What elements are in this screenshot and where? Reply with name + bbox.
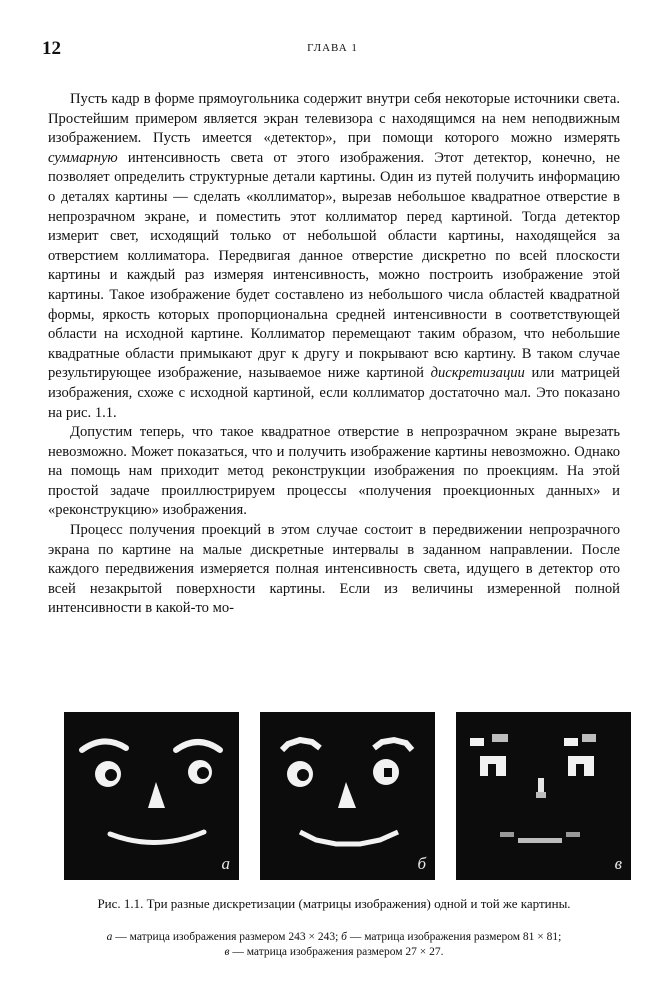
paragraph-1-part-c: или матрицей изображения, схоже с исходной картиной, если коллиматор достаточно мал. Это показано на рис. 1.1.: [48, 365, 620, 421]
emphasis-summary: суммарную: [48, 149, 118, 166]
face-image-27: [456, 712, 631, 880]
face-drawing-medium: [260, 712, 435, 880]
panel-label-a: a: [221, 854, 230, 873]
paragraph-3: Процесс получения проекций в этом случае состоит в передвижении непрозрачного экрана по картине на малые дискретные интервалы в заданном направлении. После каждого передвижения измеряется полная интенсивность света, идущего в детектор ото всей незакрытой поверхности картины. Если из величины измеренной полной интенсивности в какой-то мо-: [48, 522, 620, 617]
figure-1-1: [64, 712, 622, 880]
figure-caption-details: [48, 930, 620, 960]
body-text: [48, 90, 620, 619]
caption-letter-b: б: [341, 931, 347, 943]
face-image-81: [260, 712, 435, 880]
caption-text-a: — матрица изображения размером 243 × 243;: [112, 931, 342, 943]
caption-letter-c: в: [224, 946, 230, 958]
caption-letter-a: а: [106, 931, 113, 943]
figure-caption: Рис. 1.1. Три разные дискретизации (матрицы изображения) одной и той же картины.: [97, 896, 571, 911]
paragraph-2: Допустим теперь, что такое квадратное отверстие в непрозрачном экране вырезать невозможно. Может показаться, что и получить изображение картины невозможно. Однако на помощь нам приходит метод реконструкции изображения по проекциям. На этой простой задаче проиллюстрируем процессы «получения проекционных данных» и «реконструкцию» изображения.: [48, 424, 620, 519]
paragraph-1-part-a: Пусть кадр в форме прямоугольника содержит внутри себя некоторые источники света. Простейшим примером является экран телевизора с находящимся на нем неподвижным изображением. Пусть имеется «детектор», при помощи которого можно измерять: [48, 91, 620, 147]
page-number: 12: [42, 38, 61, 59]
panel-label-b: б: [417, 854, 426, 873]
emphasis-discretization: дискретизации: [430, 365, 525, 382]
paragraph-1: [48, 90, 620, 423]
panel-label-c: в: [614, 854, 622, 873]
caption-text-c: — матрица изображения размером 27 × 27.: [229, 946, 444, 958]
paragraph-1-part-b: интенсивность света от этого изображения. Этот детектор, конечно, не позволяет определить структурные детали картины. Один из путей получить информацию о деталях картины — сделать «коллиматор», вырезав небольшое квадратное отверстие в непрозрачном экране, и поместить этот коллиматор перед картиной. Тогда детектор измерит свет, исходящий только от небольшой области картины, находящейся за отверстием коллиматора. Передвигая данное отверстие дискретно по всей плоскости картины и каждый раз измеряя интенсивность, можно построить изображение этой картины. Такое изображение будет составлено из небольшого числа областей квадратной формы, яркость которых пропорциональна средней интенсивности в соответствующей области на исходной картине. Коллиматор перемещают таким образом, что небольшие квадратные области примыкают друг к другу и покрывают всю картину. В таком случае результирующее изображение, называемое ниже картиной: [48, 149, 620, 382]
face-drawing-coarse: [456, 712, 631, 880]
face-drawing-smooth: [64, 712, 239, 880]
face-image-243: [64, 712, 239, 880]
caption-text-b: — матрица изображения размером 81 × 81;: [346, 931, 562, 943]
running-head: ГЛАВА 1: [307, 42, 358, 54]
